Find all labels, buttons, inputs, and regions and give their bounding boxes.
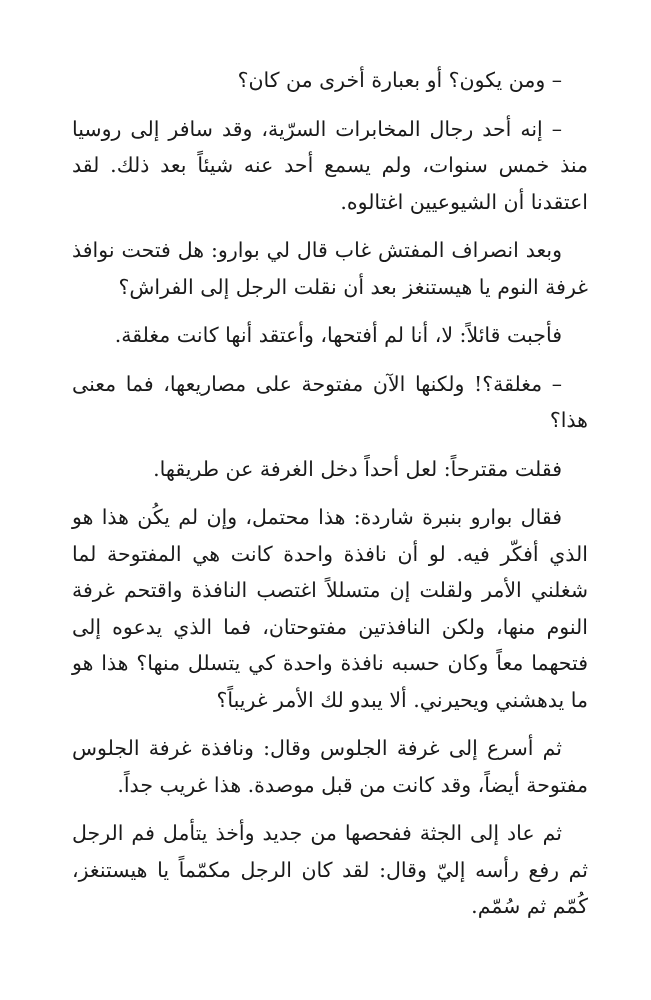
narration-paragraph: فقلت مقترحاً: لعل أحداً دخل الغرفة عن طريقها. xyxy=(153,456,562,481)
narration-paragraph: فأجبت قائلاً: لا، أنا لم أفتحها، وأعتقد أنها كانت مغلقة. xyxy=(114,323,562,347)
narration-paragraph: ثم أسرع إلى غرفة الجلوس وقال: ونافذة غرفة الجلوس مفتوحة أيضاً، وقد كانت من قبل موصدة. هذا غريب جداً. xyxy=(72,736,588,797)
dialogue-paragraph: – ومن يكون؟ أو بعبارة أخرى من كان؟ xyxy=(237,68,562,92)
book-page xyxy=(72,62,588,937)
dialogue-paragraph: – مغلقة؟! ولكنها الآن مفتوحة على مصاريعها، فما معنى هذا؟ xyxy=(72,371,588,432)
narration-paragraph: فقال بوارو بنبرة شاردة: هذا محتمل، وإن لم يكُن هذا هو الذي أفكّر فيه. لو أن نافذة واحدة كانت هي المفتوحة لما شغلني الأمر ولقلت إن متسللاً اغتصب النافذة واقتحم غرفة النوم منها، ولكن النافذتين مفتوحتان، فما الذي يدعوه إلى فتحهما معاً وكان حسبه نافذة واحدة كي يتسلل منها؟ هذا هو ما يدهشني ويحيرني. ألا يبدو لك الأمر غريباً؟ xyxy=(72,505,588,712)
narration-paragraph: وبعد انصراف المفتش غاب قال لي بوارو: هل فتحت نوافذ غرفة النوم يا هيستنغز بعد أن نقلت الرجل إلى الفراش؟ xyxy=(72,238,588,299)
dialogue-paragraph: – إنه أحد رجال المخابرات السرّية، وقد سافر إلى روسيا منذ خمس سنوات، ولم يسمع أحد عنه شيئاً بعد ذلك. لقد اعتقدنا أن الشيوعيين اغتالوه. xyxy=(72,116,588,214)
narration-paragraph: ثم عاد إلى الجثة ففحصها من جديد وأخذ يتأمل فم الرجل ثم رفع رأسه إليّ وقال: لقد كان الرجل مكمّماً يا هيستنغز، كُمّم ثم سُمّم. xyxy=(72,821,588,918)
